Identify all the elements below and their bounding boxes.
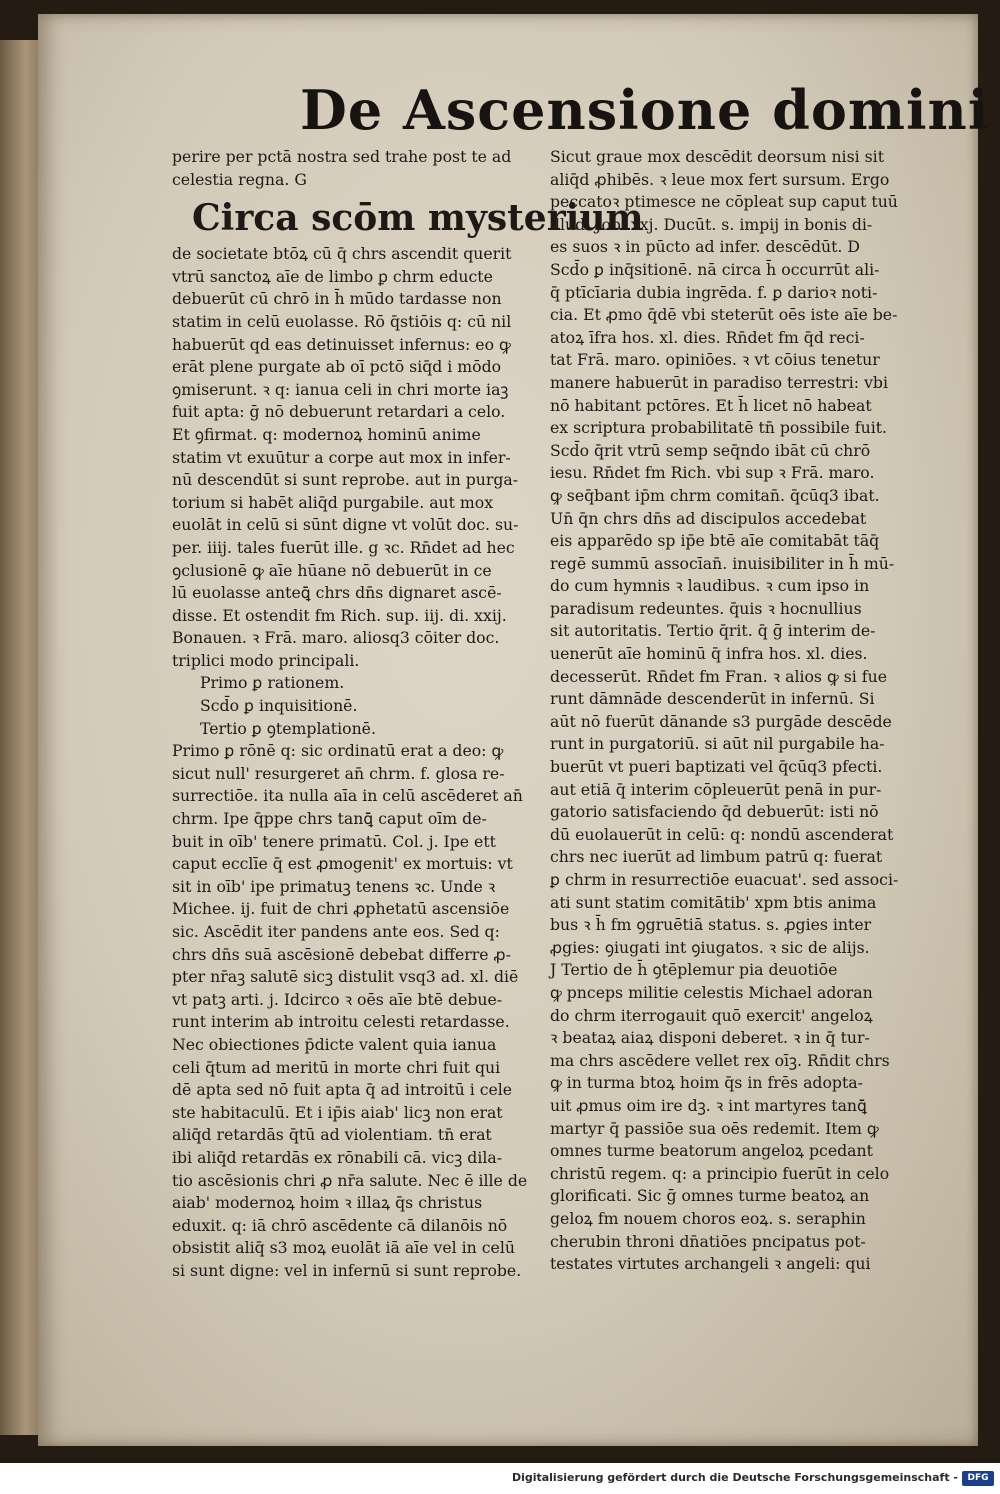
right-column-body [550, 146, 910, 1276]
text-line: nū descendūt si sunt reprobe. aut in purga- [172, 470, 519, 490]
text-line: Nec obiectiones p̄dicte valent quia ianua [172, 1034, 497, 1054]
text-line: chrs dn̄s suā ascēsionē debebat differre ꝓ- [172, 944, 512, 964]
text-line: ste habitaculū. Et i ip̄is aiab' licꝫ non erat [172, 1102, 503, 1122]
text-line: de societate btōꝝ cū q̄ chrs ascendit querit [172, 244, 512, 264]
text-line: do chrm iterrogauit quō exercit' angeloꝝ [550, 1005, 873, 1025]
text-line: per. iiij. tales fuerūt ille. g ꝛc. Rn̄det ad hec [172, 537, 515, 557]
text-line: Et ꝯfirmat. q: modernoꝝ hominū anime [172, 424, 481, 444]
text-line: ꝙ pnceps militie celestis Michael adoran [550, 982, 873, 1002]
text-line: erāt plene purgate ab oī pctō siq̄d i mōdo [172, 357, 502, 377]
text-line: surrectiōe. ita nulla aīa in celū ascēderet an̄ [172, 786, 523, 806]
funding-footer [0, 1463, 1000, 1494]
left-column-argument [172, 740, 532, 1282]
page-edge-stack [0, 40, 42, 1435]
text-line: aut etiā q̄ interim cōpleuerūt penā in pur- [550, 779, 882, 799]
text-line: ꝯclusionē ꝙ aīe hūane nō debuerūt in ce [172, 560, 492, 580]
text-line: sit autoritatis. Tertio q̄rit. q̄ ḡ interim de- [550, 621, 876, 641]
text-line: celestia regna. G [172, 169, 307, 189]
text-line: paradisum redeuntes. q̄uis ꝛ hocnullius [550, 598, 862, 618]
text-line: Scd̄o q̄rit vtrū semp seq̄ndo ibāt cū chrō [550, 440, 871, 460]
text-line: uenerūt aīe hominū q̄ infra hos. xl. dies. [550, 644, 868, 664]
text-line: Michee. ij. fuit de chri ꝓphetatū ascensiōe [172, 899, 510, 919]
left-column [172, 146, 644, 1283]
text-line: nō habitant pctōres. Et h̄ licet nō habeat [550, 395, 872, 415]
text-line: sic. Ascēdit iter pandens ante eos. Sed q: [172, 922, 500, 941]
text-line: aiab' modernoꝝ hoim ꝛ illaꝝ q̄s christus [172, 1193, 483, 1213]
text-line: torium si habēt aliq̄d purgabile. aut mox [172, 492, 494, 512]
text-line: Un̄ q̄n chrs dn̄s ad discipulos accedebat [550, 508, 867, 528]
text-line: caput ecclīe q̄ est ꝓmogenit' ex mortuis: vt [172, 854, 513, 874]
text-line: omnes turme beatorum angeloꝝ pcedant [550, 1141, 873, 1161]
text-line: uit ꝓmus oim ire dꝫ. ꝛ int martyres tanꝗ̄ [550, 1095, 867, 1115]
text-line: runt in purgatoriū. si aūt nil purgabile ha- [550, 734, 885, 754]
text-line: runt interim ab introitu celesti retardasse. [172, 1012, 510, 1032]
text-line: ꝯmiserunt. ꝛ q: ianua celi in chri morte iaꝫ [172, 379, 509, 399]
right-column [550, 146, 910, 1276]
text-line: sicut null' resurgeret an̄ chrm. f. glosa re- [172, 763, 505, 783]
text-line: ꝑ chrm in resurrectiōe euacuat'. sed associ- [550, 870, 899, 889]
text-line: debuerūt cū chrō in h̄ mūdo tardasse non [172, 289, 502, 309]
text-line: christū regem. q: a principio fuerūt in celo [550, 1163, 890, 1183]
text-line: buit in oīb' tenere primatū. Col. j. Ipe ett [172, 831, 496, 851]
text-line: manere habuerūt in paradiso terrestri: vbi [550, 372, 888, 392]
running-title: De Ascensione domini [300, 78, 990, 142]
text-line: buerūt vt pueri baptizati vel q̄cūq3 pfecti. [550, 757, 883, 777]
text-line: aliq̄d ꝓhibēs. ꝛ leue mox fert sursum. Ergo [550, 169, 890, 189]
text-line: vt patꝫ arti. j. Idcirco ꝛ oēs aīe btē debue- [172, 989, 503, 1009]
text-line: ꝛ beataꝝ aiaꝝ disponi deberet. ꝛ in q̄ tur- [550, 1028, 870, 1048]
text-line: fuit apta: ḡ nō debuerunt retardari a celo. [172, 402, 506, 422]
text-line: iesu. Rn̄det fm Rich. vbi sup ꝛ Frā. maro. [550, 463, 875, 483]
text-line: do cum hymnis ꝛ laudibus. ꝛ cum ipso in [550, 576, 870, 596]
text-line: habuerūt qd eas detinuisset infernus: eo ꝙ [172, 334, 511, 354]
outline-item: Primo ꝑ rationem. [200, 673, 345, 693]
text-line: ati sunt statim comitātib' xpm btis anima [550, 892, 877, 912]
text-line: decesserūt. Rn̄det fm Fran. ꝛ alios ꝙ si fue [550, 666, 887, 686]
text-line: dē apta sed nō fuit apta q̄ ad introitū i cele [172, 1080, 513, 1100]
text-line: J Tertio de h̄ ꝯtēplemur pia deuotiōe [550, 960, 838, 980]
text-line: dū euolauerūt in celū: q: nondū ascenderat [550, 824, 894, 844]
text-line: chrm. Ipe q̄ppe chrs tanꝗ̄ caput oīm de- [172, 809, 487, 829]
text-line: statim in celū euolasse. Rō q̄stiōis q: cū nil [172, 311, 512, 331]
text-line: statim vt exuūtur a corpe aut mox in infer- [172, 447, 511, 467]
text-line: gatorio satisfaciendo q̄d debuerūt: isti nō [550, 802, 879, 822]
text-line: cia. Et ꝓmo q̄dē vbi steterūt oēs iste aīe be- [550, 305, 898, 325]
outline-list [172, 672, 532, 740]
text-line: q̄ ptīcīaria dubia ingrēda. f. ꝑ darioꝛ noti- [550, 282, 878, 302]
text-line: atoꝝ īfra hos. xl. dies. Rn̄det fm q̄d reci- [550, 327, 865, 347]
text-line: testates virtutes archangeli ꝛ angeli: qui [550, 1254, 871, 1274]
text-line: runt dāmnāde descenderūt in infernū. Si [550, 689, 875, 709]
dfg-logo: DFG [962, 1471, 994, 1486]
text-line: cherubin throni dn̄atiōes pncipatus pot- [550, 1231, 866, 1251]
text-line: illud. Job. xxj. Ducūt. s. impij in bonis di- [550, 214, 873, 234]
text-line: vtrū sanctoꝝ aīe de limbo ꝑ chrm educte [172, 266, 493, 286]
text-line: glorificati. Sic ḡ omnes turme beatoꝝ an [550, 1186, 870, 1206]
text-line: perire per pctā nostra sed trahe post te ad [172, 147, 512, 166]
text-line: Bonauen. ꝛ Frā. maro. aliosq3 cōiter doc. [172, 628, 500, 648]
left-column-opening [172, 146, 532, 191]
text-line: peccatoꝛ ptimesce ne cōpleat sup caput tuū [550, 192, 898, 212]
text-line: euolāt in celū si sūnt digne vt volūt doc. su- [172, 515, 519, 535]
text-line: eis apparēdo sp ip̄e btē aīe comitabāt tāq̄ [550, 531, 880, 551]
text-line: ibi aliq̄d retardās ex rōnabili cā. vicꝫ dila- [172, 1147, 503, 1167]
text-line: triplici modo principali. [172, 650, 360, 670]
text-line: es suos ꝛ in pūcto ad infer. descēdūt. D [550, 237, 860, 257]
text-line: geloꝝ fm nouem choros eoꝝ. s. seraphin [550, 1208, 866, 1228]
text-line: ꝙ in turma btoꝝ hoim q̄s in frēs adopta- [550, 1073, 863, 1093]
text-line: Primo ꝑ rōnē q: sic ordinatū erat a deo: ꝙ [172, 741, 504, 761]
text-line: aliq̄d retardās q̄tū ad violentiam. tn̄ erat [172, 1125, 492, 1145]
text-line: martyr q̄ passiōe sua oēs redemit. Item ꝙ [550, 1118, 879, 1138]
text-line: ex scriptura probabilitatē tn̄ possibile fuit. [550, 418, 888, 438]
text-line: Sicut graue mox descēdit deorsum nisi sit [550, 147, 884, 166]
text-line: ꝙ seq̄bant ip̄m chrm comitan̄. q̄cūq3 ibat. [550, 485, 880, 505]
text-line: pter nr̄aꝫ salutē sicꝫ distulit vsq3 ad. xl. diē [172, 967, 519, 987]
funding-notice: Digitalisierung gefördert durch die Deutsche Forschungsgemeinschaft - [511, 1471, 958, 1484]
text-line: eduxit. q: iā chrō ascēdente cā dilanōis nō [172, 1215, 508, 1235]
text-line: si sunt digne: vel in infernū si sunt reprobe. [172, 1260, 522, 1280]
text-line: ꝓgies: ꝯiugati int ꝯiugatos. ꝛ sic de alijs. [550, 937, 870, 957]
text-line: regē summū assocīan̄. inuisibiliter in h̄ mū- [550, 553, 895, 573]
text-line: ma chrs ascēdere vellet rex oīꝫ. Rn̄dit chrs [550, 1050, 890, 1070]
text-line: lū euolasse anteꝗ̄ chrs dn̄s dignaret ascē- [172, 583, 502, 603]
text-line: tat Frā. maro. opiniōes. ꝛ vt cōius tenetur [550, 350, 880, 370]
outline-item: Tertio ꝑ ꝯtemplationē. [200, 718, 376, 738]
text-line: tio ascēsionis chri ꝓ nr̄a salute. Nec ē ille de [172, 1170, 528, 1190]
text-line: celi q̄tum ad meritū in morte chri fuit qui [172, 1057, 501, 1077]
text-line: Scd̄o ꝑ inq̄sitionē. nā circa h̄ occurrūt ali- [550, 259, 880, 279]
text-line: chrs nec iuerūt ad limbum patrū q: fuerat [550, 847, 883, 867]
text-line: sit in oīb' ipe primatuꝫ tenens ꝛc. Unde ꝛ [172, 876, 496, 896]
left-column-body [172, 243, 532, 672]
text-line: disse. Et ostendit fm Rich. sup. iij. di. xxij. [172, 605, 507, 625]
text-line: aūt nō fuerūt dānande s3 purgāde descēde [550, 711, 892, 731]
text-line: bus ꝛ h̄ fm ꝯgruētiā status. s. ꝓgies inter [550, 915, 872, 935]
text-line: obsistit aliq̄ s3 moꝝ euolāt iā aīe vel in celū [172, 1238, 515, 1258]
outline-item: Scd̄o ꝑ inquisitionē. [200, 696, 358, 716]
section-heading: Circa scōm mysterium [192, 197, 644, 240]
